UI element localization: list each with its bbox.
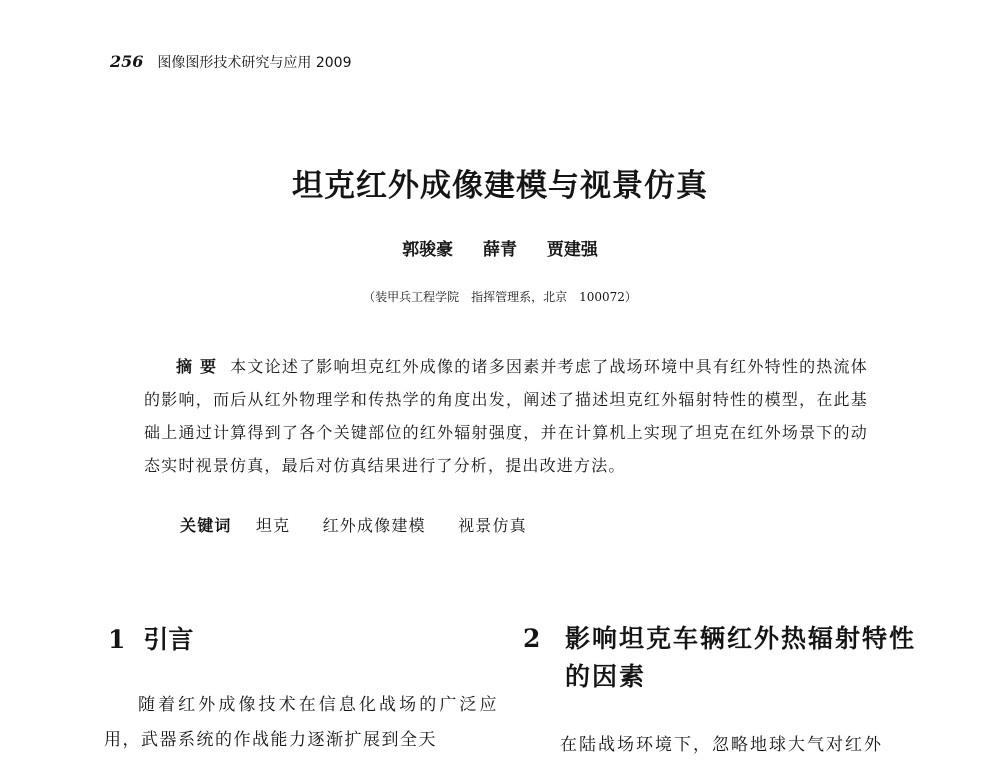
section-title: 影响坦克车辆红外热辐射特性的因素	[565, 624, 917, 691]
keyword: 视景仿真	[458, 516, 527, 535]
abstract-label: 摘要	[176, 357, 225, 376]
section-number: 2	[523, 624, 541, 653]
section-1-body: 随着红外成像技术在信息化战场的广泛应用，武器系统的作战能力逐渐扩展到全天	[104, 695, 498, 750]
running-header	[110, 52, 352, 72]
author-name: 薛青	[483, 240, 517, 260]
author-list	[0, 235, 1000, 260]
keywords	[180, 513, 553, 536]
journal-name: 图像图形技术研究与应用 2009	[157, 55, 352, 71]
section-heading-2	[523, 620, 923, 696]
paper-title: 坦克红外成像建模与视景仿真	[292, 168, 708, 204]
section-heading-1	[108, 620, 193, 656]
section-2-body: 在陆战场环境下，忽略地球大气对红外	[560, 735, 883, 755]
keyword: 坦克	[255, 516, 291, 535]
keywords-label: 关键词	[180, 516, 232, 535]
page-number: 256	[110, 52, 144, 71]
author-name: 贾建强	[546, 240, 598, 260]
abstract	[144, 350, 868, 482]
section-title: 引言	[143, 625, 194, 654]
affiliation: （装甲兵工程学院 指挥管理系，北京 100072）	[363, 290, 637, 304]
author-name: 郭骏豪	[402, 240, 454, 260]
abstract-text: 本文论述了影响坦克红外成像的诸多因素并考虑了战场环境中具有红外特性的热流体的影响，而后从红外物理学和传热学的角度出发，阐述了描述坦克红外辐射特性的模型，在此基础上通过计算得到了各个关键部位的红外辐射强度，并在计算机上实现了坦克在红外场景下的动态实时视景仿真，最后对仿真结果进行了分析，提出改进方法。	[144, 357, 868, 475]
keyword: 红外成像建模	[322, 516, 426, 535]
section-number: 1	[108, 625, 126, 654]
